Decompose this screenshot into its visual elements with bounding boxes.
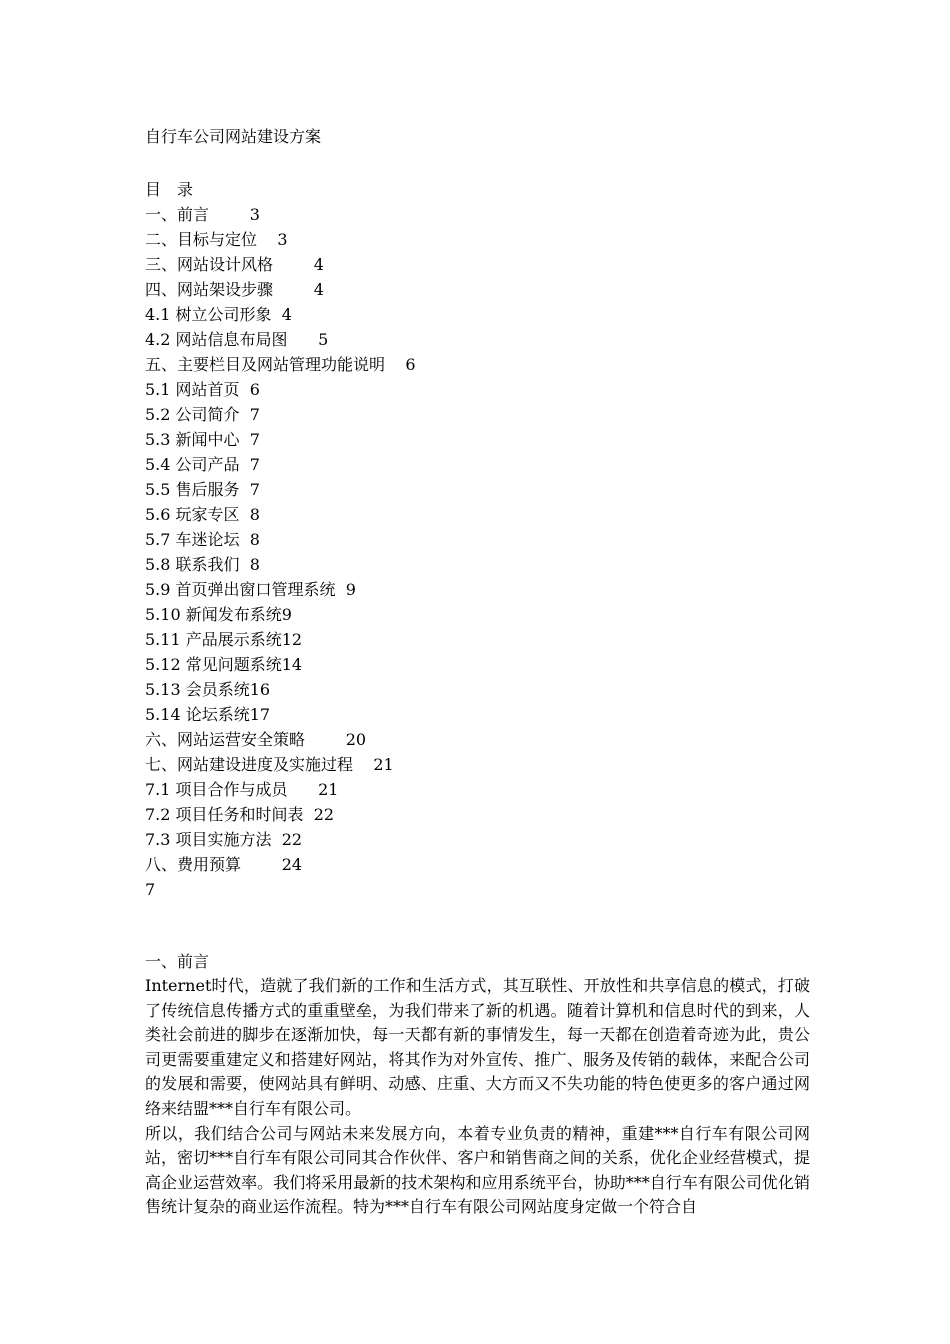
toc-item-label: 5.9 首页弹出窗口管理系统 bbox=[145, 580, 336, 599]
toc-item-gap bbox=[353, 755, 373, 774]
toc-item-page-number: 21 bbox=[318, 780, 339, 799]
toc-item bbox=[145, 677, 805, 702]
toc-item bbox=[145, 277, 805, 302]
toc-item-label: 7.1 项目合作与成员 bbox=[145, 780, 288, 799]
toc-item-gap bbox=[288, 330, 319, 349]
toc-item-page-number: 12 bbox=[281, 630, 303, 649]
toc-item-gap bbox=[385, 355, 405, 374]
toc-item bbox=[145, 577, 805, 602]
toc-item-page-number: 5 bbox=[318, 330, 329, 349]
toc-item-page-number: 4 bbox=[313, 280, 324, 299]
toc-item-gap bbox=[240, 480, 250, 499]
toc-item bbox=[145, 327, 805, 352]
toc-item bbox=[145, 252, 805, 277]
toc-item-page-number: 7 bbox=[249, 430, 260, 449]
toc-item-label: 5.11 产品展示系统 bbox=[145, 630, 282, 649]
toc-item-label: 5.7 车迷论坛 bbox=[145, 530, 240, 549]
toc-item-page-number: 4 bbox=[281, 305, 292, 324]
toc-heading: 目 录 bbox=[145, 180, 194, 199]
toc-item-gap bbox=[336, 580, 346, 599]
toc-item bbox=[145, 352, 805, 377]
toc-item bbox=[145, 527, 805, 552]
toc-item-label: 5.14 论坛系统 bbox=[145, 705, 250, 724]
toc-item-label: 六、网站运营安全策略 bbox=[145, 730, 306, 749]
toc-item bbox=[145, 752, 805, 777]
toc-item bbox=[145, 302, 805, 327]
toc-item-gap bbox=[273, 280, 314, 299]
toc-item bbox=[145, 827, 805, 852]
toc-item-page-number: 8 bbox=[249, 555, 260, 574]
toc-item-label: 七、网站建设进度及实施过程 bbox=[145, 755, 354, 774]
toc-item-page-number: 14 bbox=[281, 655, 303, 674]
toc-item-page-number: 3 bbox=[277, 230, 288, 249]
toc-item-label: 5.13 会员系统 bbox=[145, 680, 250, 699]
toc-item bbox=[145, 727, 805, 752]
toc-item-gap bbox=[272, 305, 282, 324]
toc-item bbox=[145, 452, 805, 477]
toc-item-label: 7.3 项目实施方法 bbox=[145, 830, 272, 849]
toc-item-page-number: 7 bbox=[249, 405, 260, 424]
toc-item-label: 5.1 网站首页 bbox=[145, 380, 240, 399]
table-of-contents bbox=[145, 177, 805, 902]
toc-item-gap bbox=[241, 855, 282, 874]
toc-item-label: 5.4 公司产品 bbox=[145, 455, 240, 474]
toc-item-label: 五、主要栏目及网站管理功能说明 bbox=[145, 355, 386, 374]
toc-item-page-number: 9 bbox=[281, 605, 292, 624]
toc-item-gap bbox=[288, 780, 319, 799]
toc-item-gap bbox=[240, 380, 250, 399]
toc-item-gap bbox=[273, 255, 314, 274]
toc-item-label: 7.2 项目任务和时间表 bbox=[145, 805, 304, 824]
toc-item bbox=[145, 777, 805, 802]
toc-item-page-number: 16 bbox=[249, 680, 271, 699]
section-preface bbox=[145, 950, 810, 1220]
toc-item-label: 八、费用预算 bbox=[145, 855, 242, 874]
toc-item bbox=[145, 202, 805, 227]
toc-item-page-number: 6 bbox=[405, 355, 416, 374]
toc-item-label: 5.5 售后服务 bbox=[145, 480, 240, 499]
toc-item bbox=[145, 502, 805, 527]
toc-item-page-number: 4 bbox=[313, 255, 324, 274]
toc-item-gap bbox=[240, 455, 250, 474]
toc-item bbox=[145, 552, 805, 577]
toc-item-gap bbox=[240, 530, 250, 549]
toc-item bbox=[145, 602, 805, 627]
toc-item-gap bbox=[240, 505, 250, 524]
toc-list bbox=[145, 202, 805, 902]
toc-item-page-number: 9 bbox=[345, 580, 356, 599]
toc-item-page-number: 24 bbox=[281, 855, 303, 874]
toc-item-page-number: 7 bbox=[249, 455, 260, 474]
toc-item-page-number: 8 bbox=[249, 530, 260, 549]
toc-item bbox=[145, 802, 805, 827]
toc-item-gap bbox=[240, 430, 250, 449]
toc-item-label: 一、前言 bbox=[145, 205, 210, 224]
toc-item-page-number: 7 bbox=[145, 880, 156, 899]
toc-item bbox=[145, 377, 805, 402]
toc-item-label: 5.12 常见问题系统 bbox=[145, 655, 282, 674]
document-title: 自行车公司网站建设方案 bbox=[145, 127, 322, 146]
toc-item-gap bbox=[240, 555, 250, 574]
toc-item-label: 5.2 公司简介 bbox=[145, 405, 240, 424]
toc-item-label: 5.8 联系我们 bbox=[145, 555, 240, 574]
toc-item-page-number: 20 bbox=[345, 730, 367, 749]
toc-item-gap bbox=[209, 205, 250, 224]
toc-item-gap bbox=[272, 830, 282, 849]
toc-item-page-number: 6 bbox=[249, 380, 260, 399]
toc-item-label: 二、目标与定位 bbox=[145, 230, 258, 249]
toc-item-label: 三、网站设计风格 bbox=[145, 255, 274, 274]
section-heading: 一、前言 bbox=[145, 952, 210, 971]
toc-item-page-number: 17 bbox=[249, 705, 271, 724]
toc-item-page-number: 22 bbox=[281, 830, 303, 849]
toc-item-page-number: 3 bbox=[249, 205, 260, 224]
toc-item bbox=[145, 877, 805, 902]
toc-item-page-number: 7 bbox=[249, 480, 260, 499]
toc-item-label: 四、网站架设步骤 bbox=[145, 280, 274, 299]
toc-item-gap bbox=[257, 230, 277, 249]
toc-item-gap bbox=[240, 405, 250, 424]
toc-item bbox=[145, 477, 805, 502]
paragraph: 所以，我们结合公司与网站未来发展方向，本着专业负责的精神，重建***自行车有限公司网站，密切***自行车有限公司同其合作伙伴、客户和销售商之间的关系，优化企业经营模式，提高企业运营效率。我们将采用最新的技术架构和应用系统平台，协助***自行车有限公司优化销售统计复杂的商业运作流程。特为***自行车有限公司网站度身定做一个符合自 bbox=[145, 1123, 810, 1217]
toc-item bbox=[145, 227, 805, 252]
toc-item bbox=[145, 427, 805, 452]
toc-item bbox=[145, 852, 805, 877]
toc-item bbox=[145, 652, 805, 677]
toc-item-page-number: 21 bbox=[373, 755, 394, 774]
toc-item bbox=[145, 702, 805, 727]
toc-item-gap bbox=[304, 805, 314, 824]
toc-item bbox=[145, 402, 805, 427]
toc-item-label: 4.1 树立公司形象 bbox=[145, 305, 272, 324]
toc-item-page-number: 22 bbox=[313, 805, 335, 824]
toc-item-label: 5.10 新闻发布系统 bbox=[145, 605, 282, 624]
toc-item-gap bbox=[305, 730, 346, 749]
toc-item-page-number: 8 bbox=[249, 505, 260, 524]
toc-item bbox=[145, 627, 805, 652]
toc-item-label: 4.2 网站信息布局图 bbox=[145, 330, 288, 349]
toc-item-label: 5.3 新闻中心 bbox=[145, 430, 240, 449]
paragraph: Internet时代，造就了我们新的工作和生活方式，其互联性、开放性和共享信息的模式，打破了传统信息传播方式的重重壁垒，为我们带来了新的机遇。随着计算机和信息时代的到来，人类社会前进的脚步在逐渐加快，每一天都有新的事情发生，每一天都在创造着奇迹为此，贵公司更需要重建定义和搭建好网站，将其作为对外宣传、推广、服务及传销的载体，来配合公司的发展和需要，使网站具有鲜明、动感、庄重、大方而又不失功能的特色使更多的客户通过网络来结盟***自行车有限公司。 bbox=[145, 976, 810, 1118]
toc-item-label: 5.6 玩家专区 bbox=[145, 505, 240, 524]
